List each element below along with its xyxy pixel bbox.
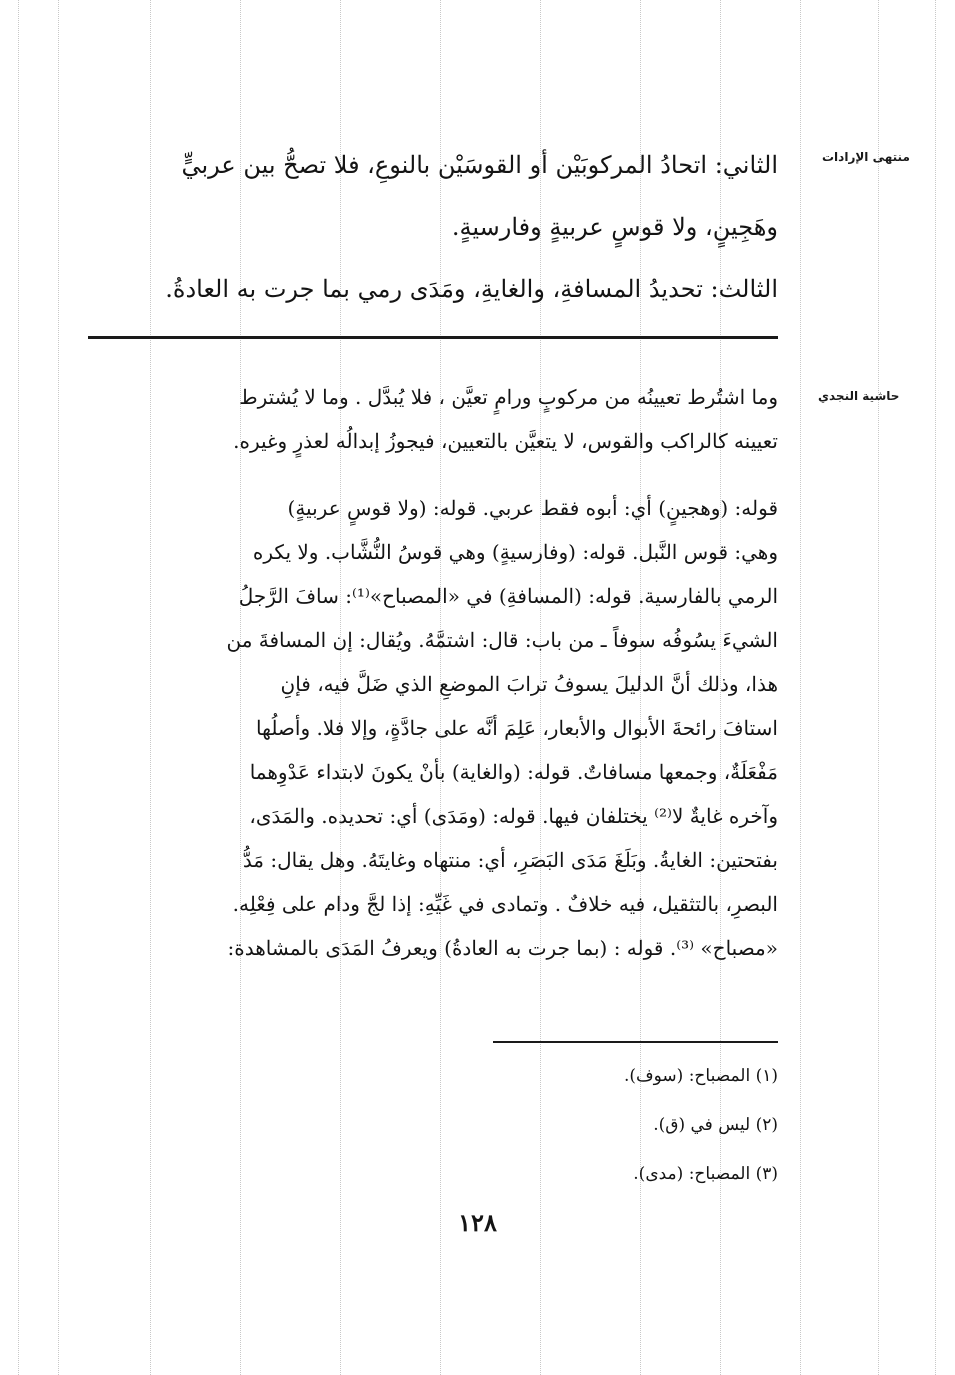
footnote: (٢) ليس في (ق).	[653, 1115, 778, 1135]
hashiya-line: بفتحتين: الغايةُ. وبَلَغَ مَدَى البَصَرِ، أي: منتهاه وغايتَهُ. وهل يقال: مَدُّ	[242, 848, 778, 872]
scan-guide	[18, 0, 19, 1375]
scan-guide	[935, 0, 936, 1375]
hashiya-line: وآخره غايةٌ لا⁽²⁾ يختلفان فيها. قوله: (ومَدَى) أي: تحديده. والمَدَى،	[249, 804, 778, 828]
footnotes	[400, 1052, 778, 1199]
footnote: (١) المصباح: (سوف).	[623, 1066, 778, 1086]
hashiya-line: هذا، وذلك أنَّ الدليلَ يسوفُ ترابَ الموضعِ الذي ضَلَّ فيه، فإنِ	[280, 672, 778, 696]
hashiya-line: قوله: (وهجينٍ) أي: أبوه فقط عربي. قوله: (ولا قوسٍ عربيةٍ)	[287, 496, 778, 520]
hashiya-line: وما اشتُرط تعيينُه من مركوبٍ ورامٍ تعيَّن ، فلا يُبدَّل . وما لا يُشترط	[239, 385, 778, 409]
hashiya-line: الشيءَ يسُوفُه سوفاً ـ من باب: قال: اشتمَّهُ. ويُقال: إن المسافةَ من	[226, 628, 778, 652]
section-divider	[88, 336, 778, 339]
hashiya-intro	[88, 375, 778, 463]
hashiya-line: وهي: قوس النَّبل. قوله: (وفارسيةٍ) وهي قوسُ النُّشَّاب. ولا يكره	[252, 540, 778, 564]
matn-text	[88, 134, 778, 320]
hashiya-margin-label: حاشية النجدي	[818, 389, 900, 403]
hashiya-line: الرمي بالفارسية. قوله: (المسافةِ) في «المصباح»⁽¹⁾: سافَ الرَّجلُ	[238, 584, 778, 608]
footnote: (٣) المصباح: (مدى).	[633, 1164, 778, 1184]
scan-guide	[800, 0, 801, 1375]
footnote-divider	[493, 1041, 778, 1043]
hashiya-line: البصرِ، بالتثقيل، فيه خلافٌ . وتمادى في غَيِّهِ: إذا لجَّ ودام على فِعْلِه.	[232, 892, 778, 916]
scan-guide	[58, 0, 59, 1375]
matn-line: وهَجِينٍ، ولا قوسٍ عربيةٍ وفارسيةٍ.	[451, 213, 778, 241]
hashiya-line: مَفْعَلَةٌ، وجمعها مسافاتٌ. قوله: (والغاية) بأنْ يكونَ لابتداء عَدْوِهما	[249, 760, 778, 784]
matn-line: الثاني: اتحادُ المركوبَيْن أو القوسَيْن بالنوعِ، فلا تصحُّ بين عربيٍّ	[181, 151, 778, 179]
hashiya-line: تعيينه كالراكب والقوس، لا يتعيَّن بالتعيين، فيجوزُ إبدالُه لعذرٍ وغيره.	[233, 429, 778, 453]
hashiya-line: استافَ رائحةَ الأبوال والأبعار، عَلِمَ أنَّه على جادَّةٍ، وإلا فلا. وأصلُها	[256, 716, 778, 740]
page-number: ١٢٨	[458, 1208, 497, 1237]
hashiya-body	[88, 486, 778, 970]
scan-guide	[878, 0, 879, 1375]
matn-margin-label: منتهى الإرادات	[822, 150, 910, 164]
hashiya-line: «مصباح» ⁽³⁾. قوله : (بما جرت به العادةُ) ويعرفُ المَدَى بالمشاهدة:	[227, 936, 778, 960]
matn-line: الثالث: تحديدُ المسافةِ، والغايةِ، ومَدَى رمي بما جرت به العادةُ.	[165, 275, 778, 303]
